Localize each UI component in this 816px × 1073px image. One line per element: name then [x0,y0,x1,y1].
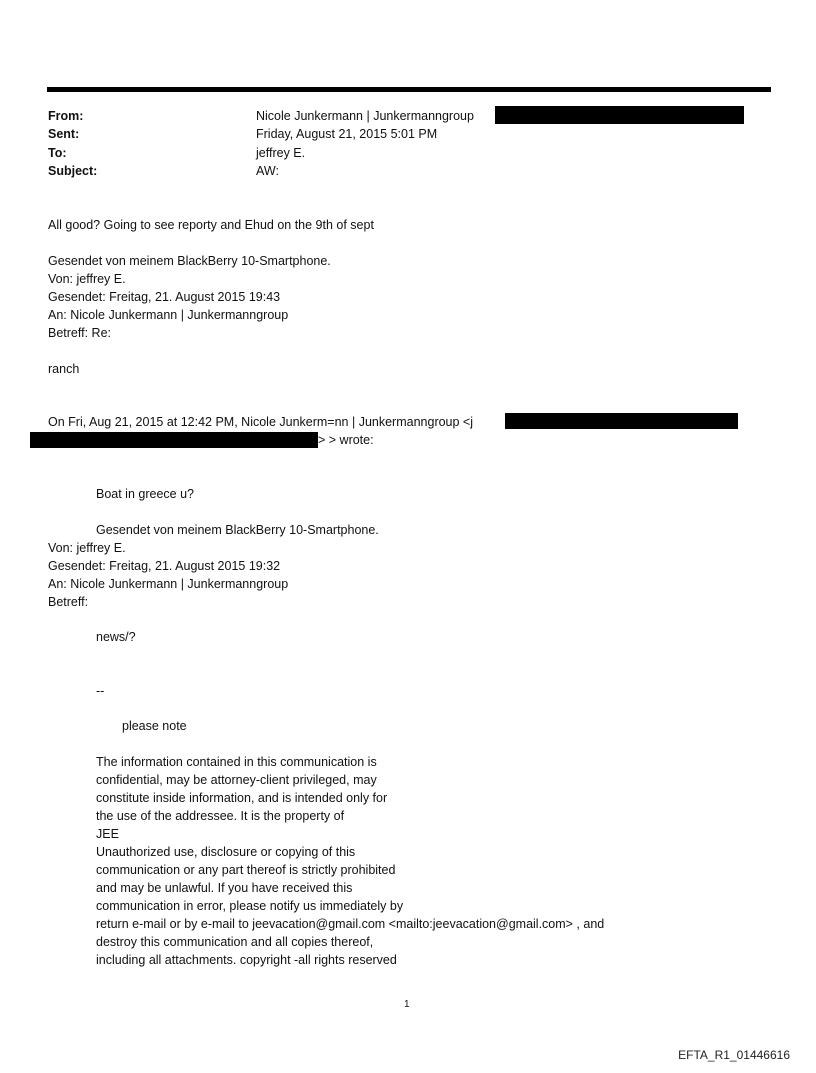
disclaimer-line: and may be unlawful. If you have received this [96,881,353,895]
sent-from-line: Gesendet von meinem BlackBerry 10-Smartphone. [96,523,379,537]
disclaimer-line: confidential, may be attorney-client privileged, may [96,773,377,787]
disclaimer-line: The information contained in this communication is [96,755,377,769]
from-value: Nicole Junkermann | Junkermanngroup [256,109,474,123]
disclaimer-line: communication in error, please notify us immediately by [96,899,404,913]
gesendet-line: Gesendet: Freitag, 21. August 2015 19:32 [48,559,281,573]
disclaimer-line: destroy this communication and all copies thereof, [96,935,374,949]
betreff-line: Betreff: [48,595,89,609]
redaction-box [505,413,738,429]
please-note: please note [122,719,187,733]
an-line: An: Nicole Junkermann | Junkermanngroup [48,577,289,591]
quote-header-line: On Fri, Aug 21, 2015 at 12:42 PM, Nicole Junkerm=nn | Junkermanngroup <j [48,415,474,429]
disclaimer-line: communication or any part thereof is strictly prohibited [96,863,396,877]
an-line: An: Nicole Junkermann | Junkermanngroup [48,308,289,322]
news-line: news/? [96,630,136,644]
to-label: To: [48,146,67,160]
disclaimer-line: Unauthorized use, disclosure or copying of this [96,845,356,859]
redaction-box [30,432,318,448]
gesendet-line: Gesendet: Freitag, 21. August 2015 19:43 [48,290,281,304]
disclaimer-line: the use of the addressee. It is the property of [96,809,345,823]
sent-from-line: Gesendet von meinem BlackBerry 10-Smartphone. [48,254,331,268]
sent-label: Sent: [48,127,80,141]
header-rule [47,87,771,92]
from-label: From: [48,109,84,123]
disclaimer-line: JEE [96,827,119,841]
boat-line: Boat in greece u? [96,487,194,501]
message-line: All good? Going to see reporty and Ehud on the 9th of sept [48,218,374,232]
subject-label: Subject: [48,164,98,178]
signature-dashes: -- [96,684,105,698]
ranch-line: ranch [48,362,80,376]
betreff-line: Betreff: Re: [48,326,111,340]
redaction-box [495,106,744,124]
disclaimer-line: constitute inside information, and is intended only for [96,791,388,805]
quote-header-wrote: > > wrote: [318,433,374,447]
von-line: Von: jeffrey E. [48,272,126,286]
von-line: Von: jeffrey E. [48,541,126,555]
document-id: EFTA_R1_01446616 [678,1048,790,1062]
disclaimer-line: including all attachments. copyright -all rights reserved [96,953,397,967]
disclaimer-line: return e-mail or by e-mail to jeevacation@gmail.com <mailto:jeevacation@gmail.com> , and [96,917,605,931]
to-value: jeffrey E. [256,146,306,160]
sent-value: Friday, August 21, 2015 5:01 PM [256,127,438,141]
page-number: 1 [404,999,410,1010]
subject-value: AW: [256,164,279,178]
